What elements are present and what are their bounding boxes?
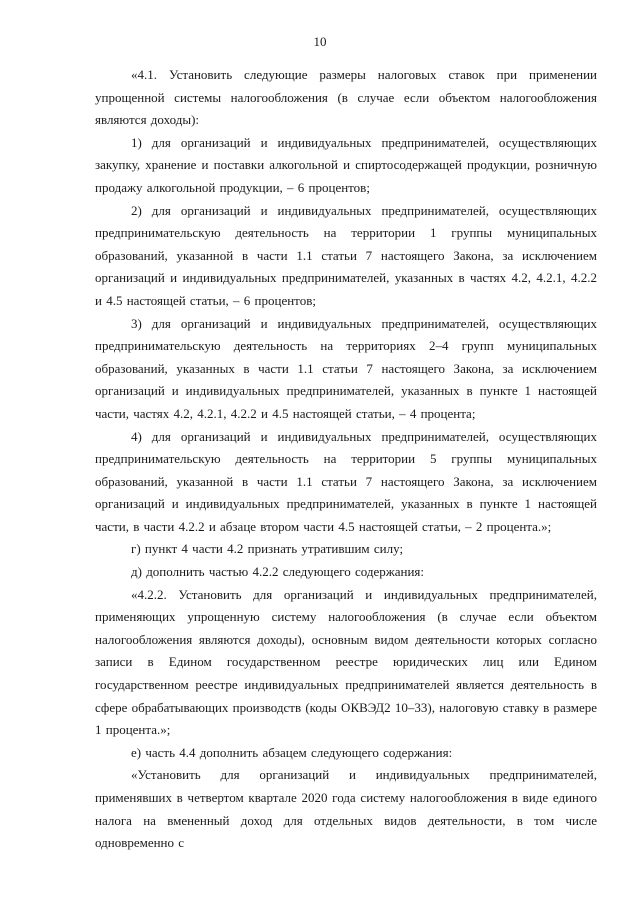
paragraph-d: д) дополнить частью 4.2.2 следующего содержания: — [131, 564, 425, 580]
paragraph-e: е) часть 4.4 дополнить абзацем следующего содержания: — [131, 744, 453, 760]
paragraph-g: г) пункт 4 части 4.2 признать утратившим силу; — [131, 541, 404, 557]
paragraph-4-2-2: «4.2.2. Установить для организаций и индивидуальных предпринимателей, применяющих упрощенную систему налогообложения (в случае если объектом налогообложения являются доходы), основным видом деятельности которых согласно записи в Едином государственном реестре юридических лиц или Едином государственном реестре индивидуальных предпринимателей является деятельность в сфере обрабатывающих производств (коды ОКВЭД2 10–33), налоговую ставку в размере 1 процента.»; — [95, 586, 597, 738]
paragraph-4-4-addition: «Установить для организаций и индивидуальных предпринимателей, применявших в четвертом квартале 2020 года систему налогообложения в виде единого налога на вмененный доход для отдельных видов деятельности, в том числе одновременно с — [95, 767, 597, 851]
page-number: 10 — [313, 34, 327, 49]
paragraph-item-2: 2) для организаций и индивидуальных предпринимателей, осуществляющих предпринимательскую деятельность на территории 1 группы муниципальных образований, указанной в части 1.1 статьи 7 настоящего Закона, за исключением организаций и индивидуальных предпринимателей, указанных в частях 4.2, 4.2.1, 4.2.2 и 4.5 настоящей статьи, – 6 процентов; — [95, 202, 597, 308]
paragraph-item-1: 1) для организаций и индивидуальных предпринимателей, осуществляющих закупку, хранение и поставки алкогольной и спиртосодержащей продукции, розничную продажу алкогольной продукции, – 6 процентов; — [95, 134, 597, 195]
document-body — [95, 64, 597, 855]
paragraph-item-3: 3) для организаций и индивидуальных предпринимателей, осуществляющих предпринимательскую деятельность на территориях 2–4 групп муниципальных образований, указанных в части 1.1 статьи 7 настоящего Закона, за исключением организаций и индивидуальных предпринимателей, указанных в пункте 1 настоящей части, частях 4.2, 4.2.1, 4.2.2 и 4.5 настоящей статьи, – 4 процента; — [95, 315, 597, 421]
paragraph-item-4: 4) для организаций и индивидуальных предпринимателей, осуществляющих предпринимательскую деятельность на территории 5 группы муниципальных образований, указанной в части 1.1 статьи 7 настоящего Закона, за исключением организаций и индивидуальных предпринимателей, указанных в пункте 1 настоящей части, в части 4.2.2 и абзаце втором части 4.5 настоящей статьи, – 2 процента.»; — [95, 428, 597, 534]
paragraph-4-1-intro: «4.1. Установить следующие размеры налоговых ставок при применении упрощенной системы налогообложения (в случае если объектом налогообложения являются доходы): — [95, 67, 597, 128]
